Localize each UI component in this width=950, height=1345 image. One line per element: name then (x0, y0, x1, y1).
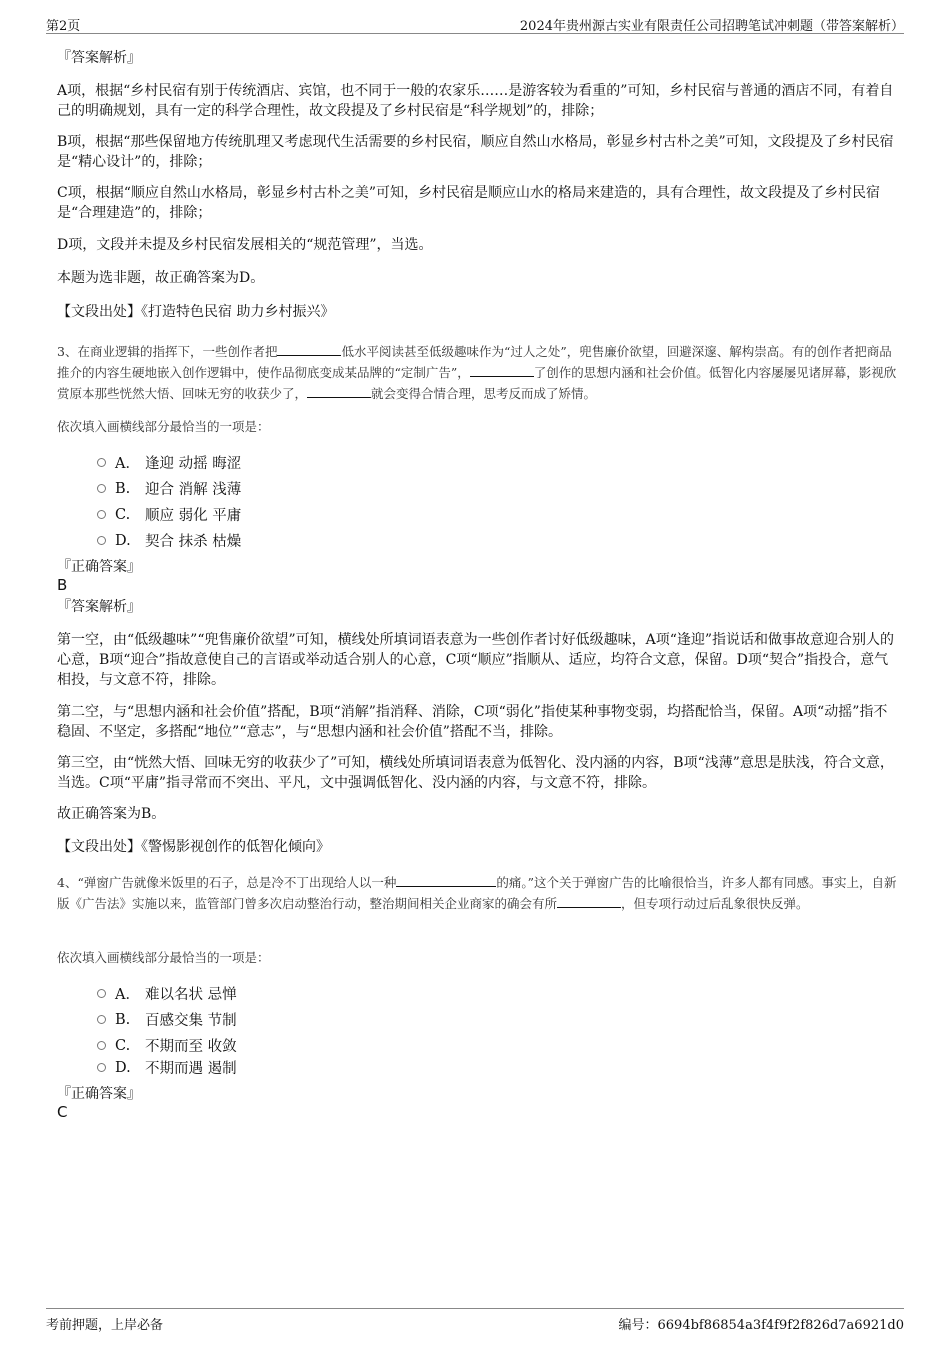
q3-option-d[interactable] (97, 530, 241, 551)
q4-blank-1 (396, 874, 496, 887)
document-code: 编号：6694bf86854a3f4f9f2f826d7a6921d0 (618, 1318, 904, 1333)
q3-stem-part-4: 就会变得合情合理，思考反而成了矫情。 (371, 386, 597, 401)
option-letter: D. (115, 1059, 131, 1076)
radio-icon[interactable] (97, 536, 106, 545)
footer-slogan: 考前押题，上岸必备 (46, 1318, 164, 1333)
option-letter: D. (115, 532, 131, 549)
q3-analysis-1: 第一空，由“低级趣味”“兜售廉价欲望”可知，横线处所填词语表意为一些创作者讨好低级趣味，A项“逢迎”指说话和做事故意迎合别人的心意，B项“迎合”指故意使自己的言语或举动适合别人的心意，C项“顺应”指顺从、适应，均符合文意，保留。D项“契合”指投合，意气相投，与文意不符，排除。 (57, 632, 895, 688)
q4-option-d[interactable] (97, 1057, 237, 1078)
q4-option-b[interactable] (97, 1009, 237, 1030)
radio-icon[interactable] (97, 458, 106, 467)
q3-stem (57, 341, 897, 404)
q2-analysis-d: D项，文段并未提及乡村民宿发展相关的“规范管理”，当选。 (57, 237, 433, 253)
q4-stem-part-3: ，但专项行动过后乱象很快反弹。 (621, 896, 809, 911)
q3-stem-part-1: 3、在商业逻辑的指挥下，一些创作者把 (57, 344, 278, 359)
q4-stem (57, 872, 897, 914)
option-letter: A． (115, 456, 140, 472)
q3-instruction: 依次填入画横线部分最恰当的一项是： (57, 419, 270, 434)
q2-analysis-c: C项，根据“顺应自然山水格局，彰显乡村古朴之美”可知，乡村民宿是顺应山水的格局来建造的，具有合理性，故文段提及了乡村民宿是“合理建造”的，排除； (57, 185, 881, 221)
q4-stem-part-2: 的痛。”这个关于弹窗广告的比喻很恰当，许多人都有同感。事实上，自新版《广告法》实施以来，监管部门曾多次启动整治行动，整治期间相关企业商家的确会有所 (57, 875, 897, 911)
q4-instruction: 依次填入画横线部分最恰当的一项是： (57, 950, 270, 965)
q3-blank-1 (277, 343, 341, 356)
q2-source: 【文段出处】《打造特色民宿 助力乡村振兴》 (57, 304, 335, 320)
radio-icon[interactable] (97, 1063, 106, 1072)
q4-correct-answer: C (57, 1103, 68, 1121)
q4-correct-label: 『正确答案』 (57, 1086, 141, 1102)
option-text: 百感交集 节制 (145, 1013, 237, 1029)
document-title: 2024年贵州源古实业有限责任公司招聘笔试冲刺题（带答案解析） (519, 19, 904, 34)
q4-option-c[interactable] (97, 1035, 237, 1056)
q2-analysis-label: 『答案解析』 (57, 50, 141, 66)
page-number: 第2页 (46, 19, 81, 34)
q3-analysis-label: 『答案解析』 (57, 599, 141, 615)
q4-stem-part-1: 4、“弹窗广告就像米饭里的石子，总是冷不丁出现给人以一种 (57, 875, 397, 890)
q3-option-a[interactable] (97, 452, 241, 473)
q3-option-c[interactable] (97, 504, 241, 525)
q2-conclusion: 本题为选非题，故正确答案为D。 (57, 270, 265, 286)
option-letter: B. (115, 1011, 131, 1028)
q3-correct-answer: B (57, 576, 68, 594)
footer-divider (46, 1308, 904, 1309)
option-letter: C. (115, 1037, 131, 1054)
q3-conclusion: 故正确答案为B。 (57, 806, 166, 822)
q3-analysis-3: 第三空，由“恍然大悟、回味无穷的收获少了”可知，横线处所填词语表意为低智化、没内涵的内容，B项“浅薄”意思是肤浅，符合文意，当选。C项“平庸”指寻常而不突出、平凡，文中强调低智化、没内涵的内容，与文意不符，排除。 (57, 755, 894, 791)
option-text: 契合 抹杀 枯燥 (145, 534, 242, 550)
q3-option-b[interactable] (97, 478, 241, 499)
option-text: 不期而遇 遏制 (145, 1061, 237, 1077)
q3-blank-3 (307, 385, 371, 398)
q4-option-a[interactable] (97, 983, 237, 1004)
option-text: 不期而至 收敛 (145, 1039, 237, 1055)
q3-blank-2 (470, 364, 534, 377)
radio-icon[interactable] (97, 510, 106, 519)
q3-correct-label: 『正确答案』 (57, 559, 141, 575)
option-letter: B. (115, 480, 131, 497)
option-letter: A． (115, 987, 140, 1003)
header-divider (46, 33, 904, 34)
q4-blank-2 (557, 895, 621, 908)
q3-stem-part-3: 了创作的思想内涵和社会价值。低智化内容屡屡见诸屏幕，影视欣赏原本那些恍然大悟、回味无穷的收获少了， (57, 365, 897, 401)
option-text: 迎合 消解 浅薄 (145, 482, 242, 498)
q3-source: 【文段出处】《警惕影视创作的低智化倾向》 (57, 839, 330, 855)
radio-icon[interactable] (97, 1041, 106, 1050)
radio-icon[interactable] (97, 1015, 106, 1024)
q3-stem-part-2: 低水平阅读甚至低级趣味作为“过人之处”，兜售廉价欲望，回避深邃、解构崇高。有的创作者把商品推介的内容生硬地嵌入创作逻辑中，使作品彻底变成某品牌的“定制广告”， (57, 344, 892, 380)
q3-analysis-2: 第二空，与“思想内涵和社会价值”搭配，B项“消解”指消释、消除，C项“弱化”指使某种事物变弱，均搭配恰当，保留。A项“动摇”指不稳固、不坚定，多搭配“地位”“意志”，与“思想内涵和社会价值”搭配不当，排除。 (57, 704, 888, 740)
radio-icon[interactable] (97, 989, 106, 998)
option-text: 顺应 弱化 平庸 (145, 508, 242, 524)
q2-analysis-a: A项，根据“乡村民宿有别于传统酒店、宾馆，也不同于一般的农家乐……是游客较为看重的”可知，乡村民宿与普通的酒店不同，有着自己的明确规划，具有一定的科学合理性，故文段提及了乡村民宿是“科学规划”的，排除； (57, 83, 894, 119)
option-text: 逢迎 动摇 晦涩 (145, 456, 242, 472)
radio-icon[interactable] (97, 484, 106, 493)
option-text: 难以名状 忌惮 (145, 987, 237, 1003)
option-letter: C. (115, 506, 131, 523)
q2-analysis-b: B项，根据“那些保留地方传统肌理又考虑现代生活需要的乡村民宿，顺应自然山水格局，彰显乡村古朴之美”可知，文段提及了乡村民宿是“精心设计”的，排除； (57, 134, 894, 170)
